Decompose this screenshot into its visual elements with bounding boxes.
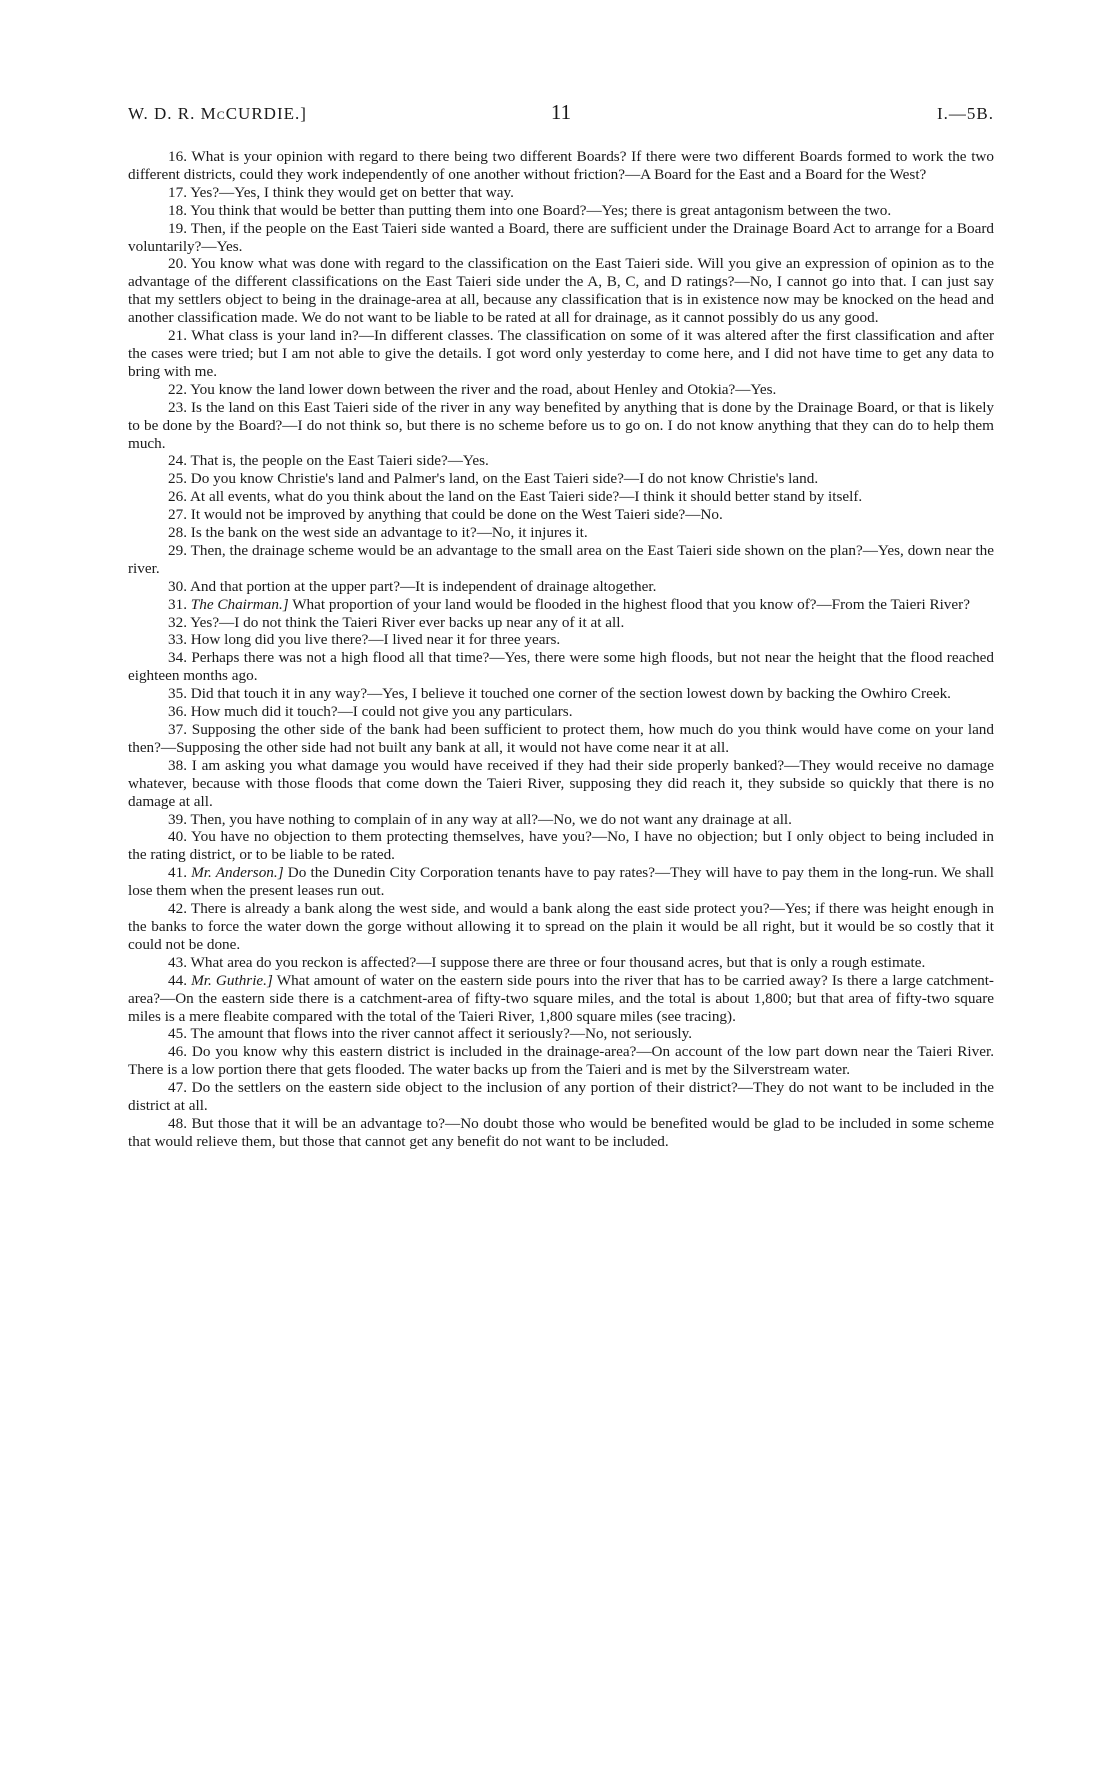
question-paragraph <box>128 1079 994 1115</box>
question-text: Yes?—I do not think the Taieri River ever backs up near any of it at all. <box>190 613 625 631</box>
question-paragraph <box>128 542 994 578</box>
question-text: What proportion of your land would be flooded in the highest flood that you know of?—From the Taieri River? <box>292 595 970 613</box>
question-text: You know what was done with regard to the classification on the East Taieri side. Will you give an expression of opinion as to the advantage of the different classifications on the East Taieri side under the A, B, C, and D ratings?—No, I cannot go into that. I can just say that my settlers object to being in the drainage-area at all, because any classification that is in existence now may be knocked on the head and another classification made. We do not want to be liable to be rated at all for drainage, as it cannot possibly do us any good. <box>128 255 994 327</box>
question-text: The amount that flows into the river cannot affect it seriously?—No, not seriously. <box>190 1025 693 1043</box>
question-number: 44. <box>168 971 187 989</box>
page-header <box>128 100 994 128</box>
question-paragraph <box>128 220 994 256</box>
question-paragraph <box>128 524 994 542</box>
question-number: 32. <box>168 613 187 631</box>
question-number: 43. <box>168 953 187 971</box>
question-text: Is the land on this East Taieri side of the river in any way benefited by anything that is done by the Drainage Board, or that is likely to be done by the Board?—I do not think so, but there is no scheme before us to go on. I do not know anything that they can do to help them much. <box>128 398 995 452</box>
question-text: Do the Dunedin City Corporation tenants have to pay rates?—They will have to pay them in the long-run. We shall lose them when the present leases run out. <box>128 864 995 900</box>
speaker-label: Mr. Anderson.] <box>191 864 284 882</box>
question-text: How much did it touch?—I could not give you any particulars. <box>190 703 573 721</box>
question-number: 39. <box>168 810 187 828</box>
question-text: Do you know why this eastern district is included in the drainage-area?—On account of the low part down near the Taieri River. There is a low portion there that gets flooded. The water backs up from the Taieri and is met by the Silverstream water. <box>128 1043 994 1079</box>
question-paragraph <box>128 954 994 972</box>
question-text: How long did you live there?—I lived near it for three years. <box>190 631 561 649</box>
question-paragraph <box>128 578 994 596</box>
question-text: What area do you reckon is affected?—I suppose there are three or four thousand acres, but that is only a rough estimate. <box>190 953 926 971</box>
question-paragraph <box>128 649 994 685</box>
question-text: It would not be improved by anything that could be done on the West Taieri side?—No. <box>190 506 723 524</box>
question-number: 16. <box>168 148 187 165</box>
question-paragraph <box>128 470 994 488</box>
question-number: 29. <box>168 541 187 559</box>
question-paragraph <box>128 327 994 381</box>
question-paragraph <box>128 614 994 632</box>
question-paragraph <box>128 1115 994 1151</box>
testimony-body <box>128 148 994 1151</box>
question-number: 18. <box>168 201 187 219</box>
question-number: 20. <box>168 255 187 273</box>
question-number: 42. <box>168 900 187 918</box>
question-paragraph <box>128 703 994 721</box>
question-paragraph <box>128 596 994 614</box>
witness-name: W. D. R. McCURDIE.] <box>128 104 307 123</box>
page-number: 11 <box>550 100 572 124</box>
question-text: At all events, what do you think about the land on the East Taieri side?—I think it should better stand by itself. <box>189 488 863 506</box>
question-text: But those that it will be an advantage to?—No doubt those who would be benefited would be glad to be included in some scheme that would relieve them, but those that cannot get any benefit do not want to be included. <box>128 1114 995 1150</box>
question-paragraph <box>128 506 994 524</box>
question-number: 30. <box>168 577 187 595</box>
question-paragraph <box>128 1043 994 1079</box>
question-number: 17. <box>168 183 187 201</box>
question-number: 21. <box>168 327 187 345</box>
question-paragraph <box>128 202 994 220</box>
question-paragraph <box>128 399 994 453</box>
question-number: 34. <box>168 649 187 667</box>
question-text: What amount of water on the eastern side pours into the river that has to be carried away? Is there a large catchment-area?—On the eastern side there is a catchment-area of fifty-two square miles, and the total is about 1,800; but that area of fifty-two square miles is a mere fleabite compared with the total of the Taieri River, 1,800 square miles (see tracing). <box>128 971 994 1025</box>
question-text: Do the settlers on the eastern side object to the inclusion of any portion of their district?—They do not want to be included in the district at all. <box>128 1079 995 1115</box>
speaker-label: Mr. Guthrie.] <box>191 971 273 989</box>
question-number: 26. <box>168 488 187 506</box>
question-paragraph <box>128 255 994 327</box>
question-text: What class is your land in?—In different classes. The classification on some of it was altered after the first classification and after the cases were tried; but I am not able to give the details. I got word only yesterday to come here, and I did not have time to get any data to bring with me. <box>128 327 994 380</box>
question-number: 47. <box>168 1079 187 1097</box>
question-number: 22. <box>168 380 187 398</box>
question-number: 48. <box>168 1114 187 1132</box>
question-number: 19. <box>168 219 187 237</box>
question-text: Supposing the other side of the bank had been sufficient to protect them, how much do you think would have come on your land then?—Supposing the other side had not built any bank at all, it would not have come near it at all. <box>128 721 994 756</box>
question-paragraph <box>128 828 994 864</box>
question-text: Did that touch it in any way?—Yes, I believe it touched one corner of the section lowest down by backing the Owhiro Creek. <box>190 685 951 703</box>
question-number: 27. <box>168 506 187 524</box>
question-paragraph <box>128 381 994 399</box>
question-paragraph <box>128 811 994 829</box>
question-number: 41. <box>168 864 187 882</box>
question-paragraph <box>128 1025 994 1043</box>
question-paragraph <box>128 900 994 954</box>
question-text: Then, the drainage scheme would be an advantage to the small area on the East Taieri side shown on the plan?—Yes, down near the river. <box>128 541 994 577</box>
question-number: 28. <box>168 524 187 542</box>
question-number: 36. <box>168 703 187 721</box>
question-text: Is the bank on the west side an advantage to it?—No, it injures it. <box>190 524 588 542</box>
question-paragraph <box>128 972 994 1026</box>
question-number: 31. <box>168 595 187 613</box>
question-number: 24. <box>168 452 187 470</box>
question-paragraph <box>128 685 994 703</box>
question-text: There is already a bank along the west side, and would a bank along the east side protect you?—Yes; if there was height enough in the banks to force the water down the gorge without allowing it to spread on the plain it would be all right, but it would be so costly that it could not be done. <box>128 900 994 953</box>
question-paragraph <box>128 148 994 184</box>
question-text: Then, if the people on the East Taieri side wanted a Board, there are sufficient under the Drainage Board Act to arrange for a Board voluntarily?—Yes. <box>128 219 994 255</box>
question-number: 35. <box>168 685 187 703</box>
question-text: You know the land lower down between the river and the road, about Henley and Otokia?—Yes. <box>190 380 777 398</box>
question-paragraph <box>128 631 994 649</box>
question-number: 40. <box>168 828 187 846</box>
question-text: You have no objection to them protecting themselves, have you?—No, I have no objection; but I only object to being included in the rating district, or to be liable to be rated. <box>128 828 995 864</box>
question-text: What is your opinion with regard to there being two different Boards? If there were two different Boards formed to work the two different districts, could they work independently of one another without friction?—A Board for the East and a Board for the West? <box>128 148 994 183</box>
question-number: 23. <box>168 398 187 416</box>
question-text: And that portion at the upper part?—It is independent of drainage altogether. <box>189 577 657 595</box>
question-paragraph <box>128 452 994 470</box>
question-paragraph <box>128 721 994 757</box>
question-paragraph <box>128 184 994 202</box>
question-number: 46. <box>168 1043 187 1061</box>
question-paragraph <box>128 488 994 506</box>
question-number: 33. <box>168 631 187 649</box>
question-text: Perhaps there was not a high flood all that time?—Yes, there were some high floods, but not near the height that the flood reached eighteen months ago. <box>128 649 994 685</box>
question-paragraph <box>128 757 994 811</box>
question-text: Yes?—Yes, I think they would get on better that way. <box>190 183 514 201</box>
question-number: 45. <box>168 1025 187 1043</box>
question-number: 37. <box>168 721 187 738</box>
question-paragraph <box>128 864 994 900</box>
question-number: 38. <box>168 756 187 774</box>
question-text: Do you know Christie's land and Palmer's land, on the East Taieri side?—I do not know Christie's land. <box>190 470 819 488</box>
document-reference: I.—5B. <box>937 104 994 123</box>
speaker-label: The Chairman.] <box>190 595 289 613</box>
question-text: That is, the people on the East Taieri side?—Yes. <box>190 452 489 470</box>
question-text: I am asking you what damage you would have received if they had their side properly banked?—They would receive no damage whatever, because with those floods that come down the Taieri River, supposing they did reach it, they subside so quickly that there is no damage at all. <box>128 756 994 810</box>
question-number: 25. <box>168 470 187 488</box>
question-text: You think that would be better than putting them into one Board?—Yes; there is great antagonism between the two. <box>190 201 892 219</box>
question-text: Then, you have nothing to complain of in any way at all?—No, we do not want any drainage at all. <box>190 810 792 828</box>
